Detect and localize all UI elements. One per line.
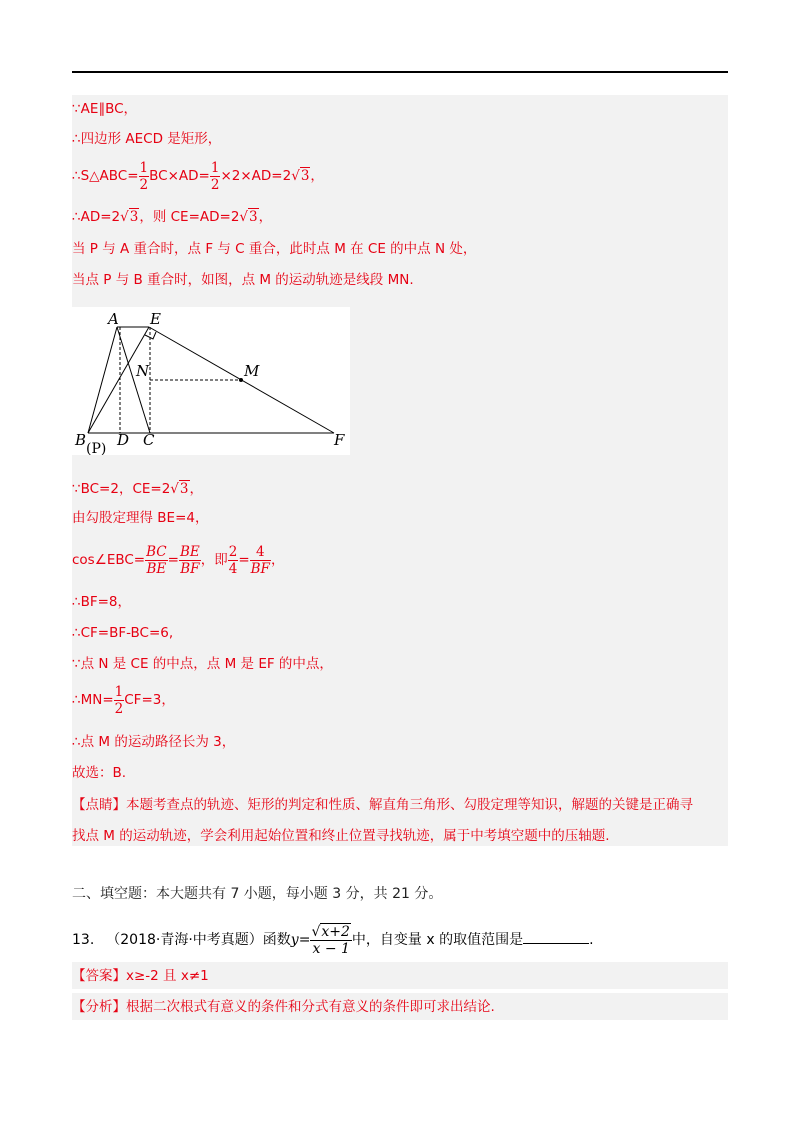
- label-f: F: [334, 431, 345, 449]
- solution-line-12: ∵点 N 是 CE 的中点，点 M 是 EF 的中点，: [72, 656, 333, 672]
- fraction: $\frac{2}{4}$: [228, 543, 238, 577]
- solution-line-14: ∴点 M 的运动路径长为 3，: [72, 734, 236, 750]
- solution-line-4: ∴AD=2√3，则 CE=AD=2√3，: [72, 209, 273, 225]
- label-b: B: [75, 431, 87, 449]
- label-e: E: [150, 310, 161, 328]
- analysis-block: [72, 993, 728, 1020]
- solution-line-5: 当 P 与 A 重合时，点 F 与 C 重合，此时点 M 在 CE 的中点 N 处，: [72, 241, 477, 257]
- answer-blank: [523, 929, 589, 944]
- label-m: M: [244, 362, 260, 380]
- solution-line-2: ∴四边形 AECD 是矩形，: [72, 131, 222, 147]
- label-d: D: [117, 431, 130, 449]
- sqrt: √3: [170, 481, 189, 497]
- solution-line-10: ∴BF=8，: [72, 594, 132, 610]
- sqrt: √3: [120, 209, 139, 225]
- solution-line-3: ∴S△ABC= $\frac{1}{2}$ BC×AD= $\frac{1}{2}$ ×2×AD=2√3，: [72, 159, 324, 193]
- answer-label: 【答案】: [72, 968, 126, 984]
- point-m: [239, 378, 243, 382]
- solution-line-6: 当点 P 与 B 重合时，如图，点 M 的运动轨迹是线段 MN.: [72, 272, 414, 288]
- label-p: (P): [86, 441, 107, 455]
- answer-text: x≥-2 且 x≠1: [126, 968, 209, 984]
- analysis-label: 【分析】: [72, 999, 126, 1015]
- solution-line-8: 由勾股定理得 BE=4，: [72, 510, 209, 526]
- sqrt: √3: [239, 209, 258, 225]
- header-rule: [72, 71, 728, 73]
- label-c: C: [143, 431, 155, 449]
- fraction: $\frac{1}{2}$: [139, 159, 149, 193]
- answer-block: [72, 962, 728, 989]
- solution-line-9: cos∠EBC= $\frac{BC}{BE}$ = $\frac{BE}{BF}$ ，即 $\frac{2}{4}$ = $\frac{4}{BF}$ ，: [72, 543, 285, 577]
- solution-line-13: ∴MN= $\frac{1}{2}$ CF=3，: [72, 683, 175, 717]
- solution-line-16: 【点睛】本题考查点的轨迹、矩形的判定和性质、解直角三角形、勾股定理等知识，解题的关键是正确寻: [72, 797, 693, 813]
- analysis-line: [72, 997, 495, 1017]
- solution-line-7: ∵BC=2，CE=2√3，: [72, 481, 203, 497]
- solution-line-1: ∵AE∥BC，: [72, 101, 138, 117]
- solution-line-17: 找点 M 的运动轨迹，学会利用起始位置和终止位置寻找轨迹，属于中考填空题中的压轴题.: [72, 828, 610, 844]
- question-number: 13.: [72, 932, 95, 948]
- solution-block: [72, 95, 728, 846]
- fraction: $\frac{BE}{BF}$: [179, 543, 200, 577]
- section-title: 二、填空题：本大题共有 7 小题，每小题 3 分，共 21 分。: [72, 886, 443, 902]
- sqrt: √: [311, 923, 321, 940]
- analysis-text: 根据二次根式有意义的条件和分式有意义的条件即可求出结论.: [126, 999, 495, 1015]
- solution-line-11: ∴CF=BF-BC=6,: [72, 625, 174, 641]
- fraction: $\frac{1}{2}$: [210, 159, 220, 193]
- geometry-figure: [72, 307, 350, 455]
- label-a: A: [108, 310, 119, 328]
- solution-line-15: 故选：B.: [72, 765, 127, 781]
- fraction: $\frac{1}{2}$: [114, 683, 124, 717]
- fraction: $\frac{BC}{BE}$: [146, 543, 167, 577]
- sqrt: √3: [291, 168, 310, 184]
- question-13: 13. （2018·青海·中考真题）函数y= $\frac{√x+2}{x - 1}$ 中，自变量 x 的取值范围是 .: [72, 923, 594, 957]
- answer-line: [72, 966, 209, 986]
- fraction: $\frac{4}{BF}$: [250, 543, 270, 577]
- function-fraction: $\frac{√x+2}{x - 1}$: [311, 923, 350, 957]
- label-n: N: [136, 362, 150, 380]
